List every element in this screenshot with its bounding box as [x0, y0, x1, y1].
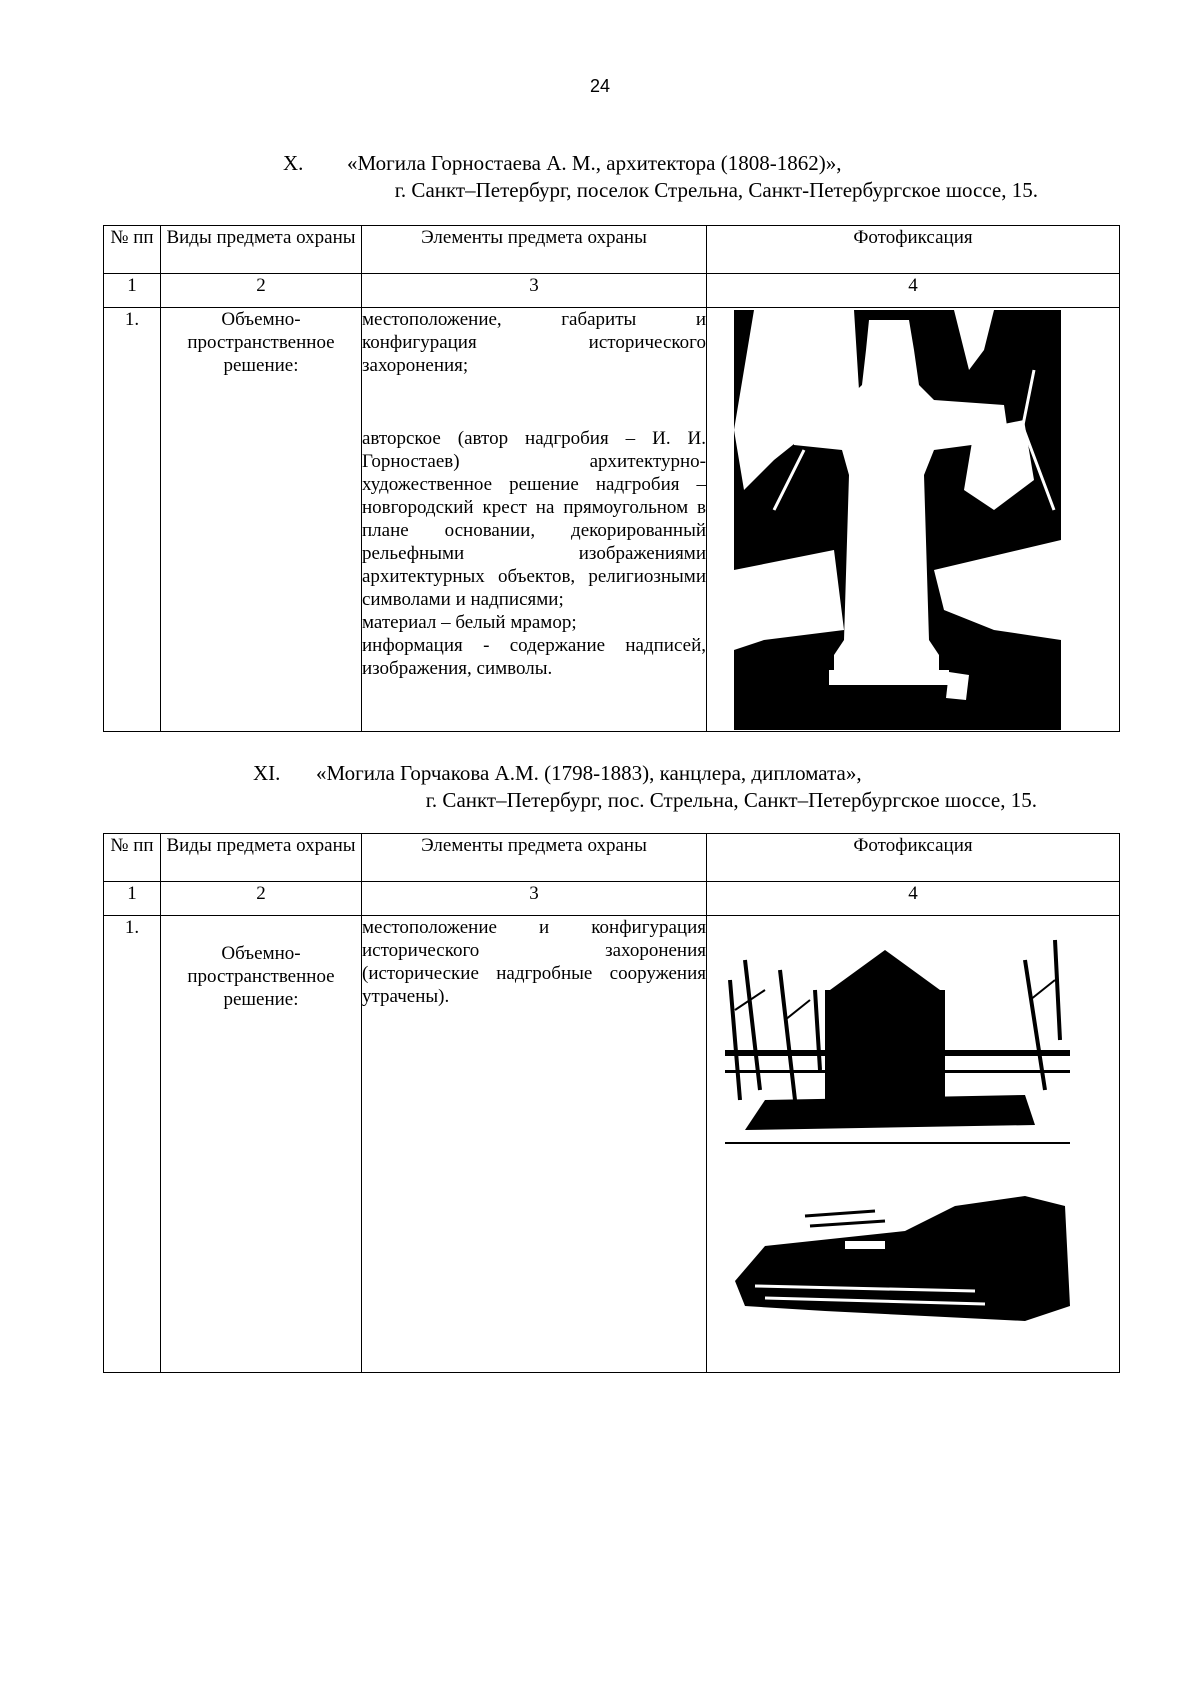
index-cell: 2: [161, 274, 362, 308]
index-cell: 1: [104, 882, 161, 916]
section-roman: XI.: [253, 761, 281, 785]
photo-cell: [707, 308, 1120, 732]
header-num: № пп: [104, 226, 161, 274]
header-elements: Элементы предмета охраны: [362, 834, 707, 882]
element-text: материал – белый мрамор;: [362, 612, 577, 633]
section-heading: [100, 760, 1120, 814]
section-title: «Могила Горностаева А. М., архитектора (1808-1862)»,: [347, 151, 842, 175]
row-type: Объемно-пространственное решение:: [161, 308, 362, 732]
index-cell: 3: [362, 274, 707, 308]
protection-table: [103, 833, 1120, 1373]
page-number: 24: [589, 76, 611, 96]
element-text: информация - содержание надписей, изображения, символы.: [362, 635, 706, 679]
section-address: г. Санкт–Петербург, поселок Стрельна, Санкт-Петербургское шоссе, 15.: [394, 178, 1038, 202]
index-cell: 4: [707, 882, 1120, 916]
row-number: 1.: [104, 308, 161, 732]
row-number: 1.: [104, 916, 161, 1373]
header-num: № пп: [104, 834, 161, 882]
section-roman: X.: [283, 151, 304, 175]
header-photo: Фотофиксация: [707, 226, 1120, 274]
row-elements: [362, 308, 707, 732]
protection-table: [103, 225, 1120, 732]
header-type: Виды предмета охраны: [161, 834, 362, 882]
cross-tombstone-photo: [734, 310, 1061, 730]
element-text: местоположение, габариты и конфигурация исторического захоронения;: [362, 309, 706, 376]
row-elements: [362, 916, 707, 1373]
element-text: местоположение и конфигурация исторического захоронения (исторические надгробные сооружения утрачены).: [362, 917, 706, 1007]
index-cell: 2: [161, 882, 362, 916]
index-cell: 1: [104, 274, 161, 308]
section-address: г. Санкт–Петербург, пос. Стрельна, Санкт–Петербургское шоссе, 15.: [425, 788, 1037, 812]
header-photo: Фотофиксация: [707, 834, 1120, 882]
row-type: Объемно-пространственное решение:: [161, 916, 362, 1373]
section-title: «Могила Горчакова А.М. (1798-1883), канцлера, дипломата»,: [316, 761, 862, 785]
index-cell: 3: [362, 882, 707, 916]
header-type: Виды предмета охраны: [161, 226, 362, 274]
photo-cell: [707, 916, 1120, 1373]
grave-ruins-photo: [725, 1186, 1070, 1326]
section-heading: [100, 150, 1120, 204]
header-elements: Элементы предмета охраны: [362, 226, 707, 274]
grave-monument-photo: [725, 920, 1070, 1148]
index-cell: 4: [707, 274, 1120, 308]
element-text: авторское (автор надгробия – И. И. Горностаев) архитектурно-художественное решение надгробия – новгородский крест на прямоугольном в плане основании, декорированный рельефными изображениями архитектурных объектов, религиозными символами и надписями;: [362, 428, 706, 610]
